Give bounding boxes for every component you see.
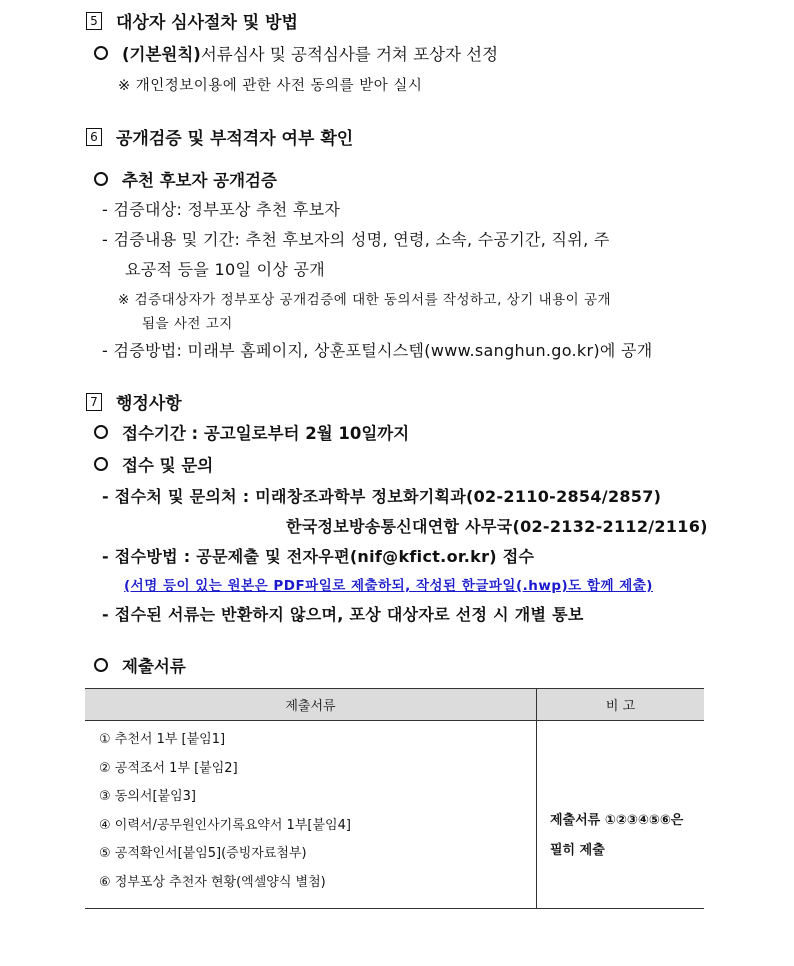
remarks-cell	[537, 721, 705, 909]
list-item: ① 추천서 1부 [붙임1]	[99, 732, 226, 747]
period-text: 접수기간 : 공고일로부터 2월 10일까지	[122, 424, 410, 443]
documents-table	[85, 688, 704, 909]
return-policy: - 접수된 서류는 반환하지 않으며, 포상 대상자로 선정 시 개별 통보	[102, 605, 584, 624]
list-item: ⑤ 공적확인서[붙임5](증빙자료첨부)	[99, 846, 307, 862]
list-item: ③ 동의서[붙임3]	[99, 789, 196, 805]
contact-line-1: - 접수처 및 문의처 : 미래창조과학부 정보화기획과(02-2110-2854/2857)	[102, 487, 662, 506]
submission-method-note: (서명 등이 있는 원본은 PDF파일로 제출하되, 작성된 한글파일(.hwp)도 함께 제출)	[124, 578, 653, 594]
verification-content: - 검증내용 및 기간: 추천 후보자의 성명, 연령, 소속, 수공기간, 직위, 주	[102, 230, 610, 249]
submission-method: - 접수방법 : 공문제출 및 전자우편(nif@kfict.or.kr) 접수	[102, 547, 535, 566]
remark-line-2: 필히 제출	[550, 843, 605, 858]
circle-bullet-icon	[94, 425, 108, 439]
list-item: ② 공적조서 1부 [붙임2]	[99, 760, 238, 776]
contact-line-2: 한국정보방송통신대연합 사무국(02-2132-2112/2116)	[286, 517, 708, 536]
list-item: ④ 이력서/공무원인사기록요약서 1부[붙임4]	[99, 817, 351, 833]
documents-bullet	[94, 653, 186, 677]
remarks-column-header: 비 고	[537, 689, 705, 721]
remark-line-1: 제출서류 ①②③④⑤⑥은	[550, 813, 684, 828]
section-5-heading	[86, 8, 298, 33]
documents-column-header: 제출서류	[85, 689, 537, 721]
verification-method: - 검증방법: 미래부 홈페이지, 상훈포털시스템(www.sanghun.go.kr)에 공개	[102, 341, 653, 360]
section-number-box: 6	[86, 128, 102, 146]
list-item: ⑥ 정부포상 추천자 현황(엑셀양식 별첨)	[99, 874, 326, 890]
verification-content-cont: 요공적 등을 10일 이상 공개	[125, 260, 326, 279]
table-header-row	[85, 689, 704, 721]
section-6-heading	[86, 124, 353, 149]
privacy-note: ※ 개인정보이용에 관한 사전 동의를 받아 실시	[118, 78, 423, 94]
section-title: 행정사항	[116, 394, 182, 414]
inquiry-text: 접수 및 문의	[122, 456, 214, 475]
verification-note: ※ 검증대상자가 정부포상 공개검증에 대한 동의서를 작성하고, 상기 내용이 공개	[118, 292, 612, 308]
section-title: 대상자 심사절차 및 방법	[116, 13, 298, 33]
inquiry-bullet	[94, 452, 213, 476]
section-7-heading	[86, 389, 182, 414]
section-number-box: 7	[86, 393, 102, 411]
circle-bullet-icon	[94, 172, 108, 186]
documents-list-cell	[85, 721, 537, 909]
principle-key: (기본원칙)	[122, 45, 201, 64]
documents-text: 제출서류	[122, 657, 186, 676]
circle-bullet-icon	[94, 46, 108, 60]
section-title: 공개검증 및 부적격자 여부 확인	[116, 129, 354, 149]
principle-bullet	[94, 41, 498, 65]
bullet-text: 추천 후보자 공개검증	[122, 171, 277, 190]
principle-text: 서류심사 및 공적심사를 거쳐 포상자 선정	[200, 45, 499, 64]
period-bullet	[94, 420, 409, 444]
public-verification-bullet	[94, 167, 277, 191]
circle-bullet-icon	[94, 658, 108, 672]
circle-bullet-icon	[94, 457, 108, 471]
verification-target: - 검증대상: 정부포상 추천 후보자	[102, 200, 341, 219]
verification-note-cont: 됨을 사전 고지	[142, 316, 233, 332]
table-row	[85, 721, 704, 909]
section-number-box: 5	[86, 12, 102, 30]
